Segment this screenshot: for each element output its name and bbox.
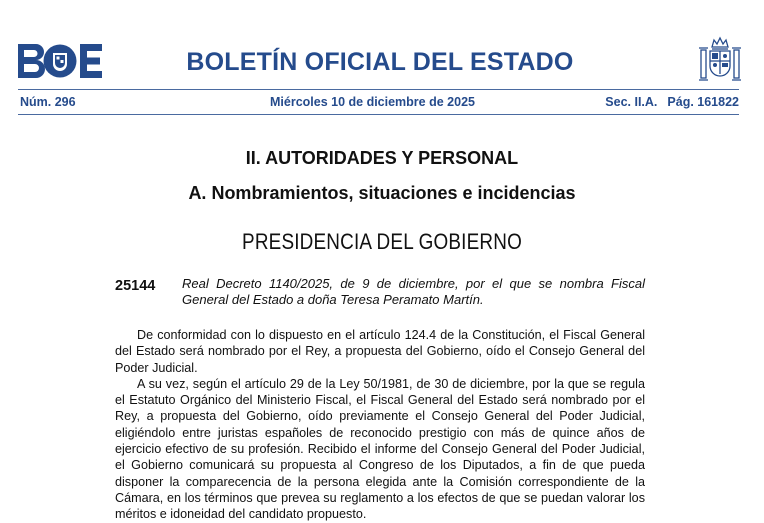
section-page-info bbox=[605, 95, 739, 109]
subsection-title: A. Nombramientos, situaciones e incidencias bbox=[188, 183, 576, 203]
section-label: Sec. II.A. bbox=[605, 95, 658, 109]
section-title: II. AUTORIDADES Y PERSONAL bbox=[245, 148, 519, 168]
coat-of-arms-icon bbox=[698, 36, 742, 84]
paragraph: De conformidad con lo dispuesto en el artículo 124.4 de la Constitución, el Fiscal General del Estado será nombrado por el Rey, a propuesta del Gobierno, oído el Consejo General del Poder Judicial. bbox=[115, 328, 645, 375]
header-bottom-rule bbox=[18, 114, 739, 115]
ministry-title: PRESIDENCIA DEL GOBIERNO bbox=[242, 229, 522, 254]
reference-title: Real Decreto 1140/2025, de 9 de diciembre, por el que se nombra Fiscal General del Estado a doña Teresa Peramato Martín. bbox=[182, 276, 645, 307]
reference-number: 25144 bbox=[115, 278, 156, 294]
issue-number: Núm. 296 bbox=[20, 95, 76, 109]
page-label: Pág. 161822 bbox=[667, 95, 739, 109]
document-body bbox=[115, 327, 645, 523]
boe-logo-icon bbox=[18, 44, 102, 78]
bulletin-title: BOLETÍN OFICIAL DEL ESTADO bbox=[186, 48, 574, 76]
header-top-rule bbox=[18, 89, 739, 90]
issue-date: Miércoles 10 de diciembre de 2025 bbox=[270, 95, 475, 109]
paragraph: A su vez, según el artículo 29 de la Ley 50/1981, de 30 de diciembre, por la que se regula el Estatuto Orgánico del Ministerio Fiscal, el Fiscal General del Estado será nombrado por el Rey, a propuesta del Gobierno, oído previamente el Consejo General del Poder Judicial, eligiéndolo entre juristas españoles de reconocido prestigio con más de quince años de ejercicio efectivo de su profesión. Recibido el informe del Consejo General del Poder Judicial, el Gobierno comunicará su propuesta al Congreso de los Diputados, a fin de que pueda disponer la comparecencia de la persona elegida ante la Comisión correspondiente de la Cámara, en los términos que prevea su reglamento a los efectos de que se puedan valorar los méritos e idoneidad del candidato propuesto. bbox=[115, 376, 645, 522]
